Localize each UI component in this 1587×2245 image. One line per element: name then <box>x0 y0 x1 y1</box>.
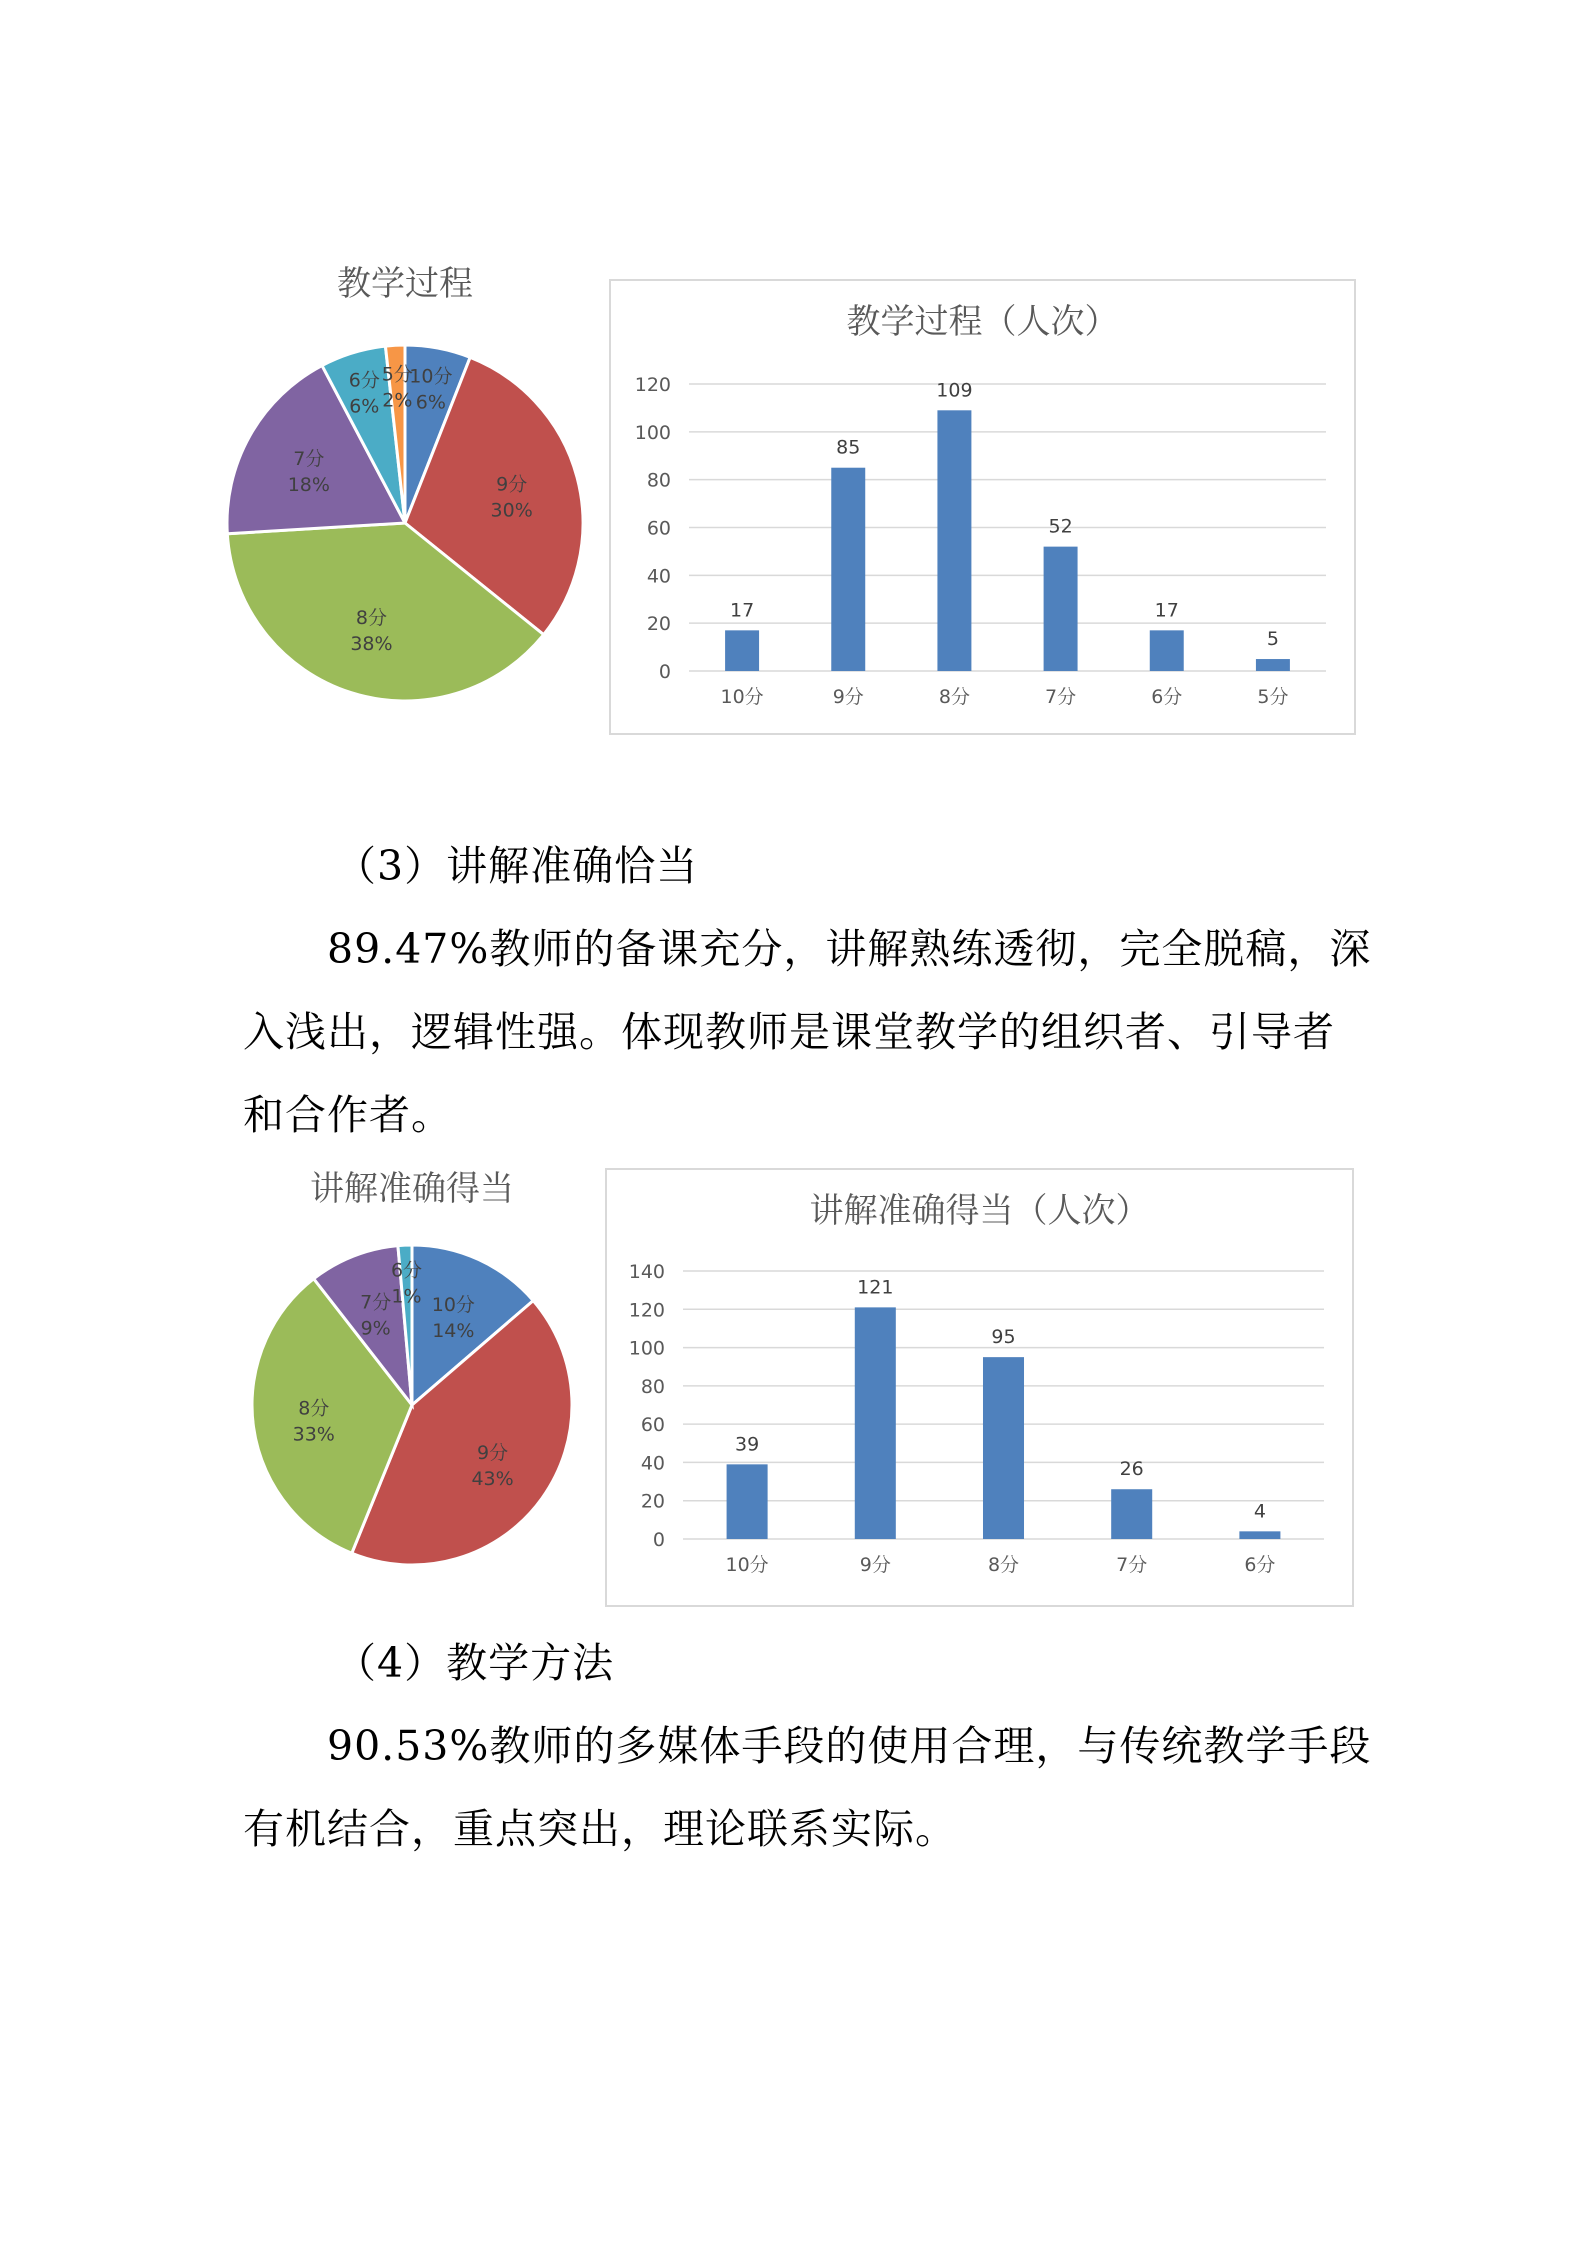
pie-label-pct: 9% <box>360 1317 391 1340</box>
bar-value-label: 17 <box>1154 599 1179 622</box>
pie-label-name: 5分 <box>381 363 413 386</box>
bar-title: 讲解准确得当（人次） <box>809 1191 1150 1231</box>
bar-title: 教学过程（人次） <box>846 302 1119 342</box>
bar-chart-explanation <box>605 1168 1354 1607</box>
x-tick-label: 8分 <box>987 1554 1020 1576</box>
section-heading-3: （3）讲解准确恰当 <box>335 842 699 890</box>
bar-value-label: 26 <box>1119 1458 1144 1481</box>
y-tick-label: 120 <box>634 374 671 396</box>
x-tick-label: 8分 <box>938 686 970 708</box>
pie-chart-explanation <box>230 1160 610 1580</box>
bar-value-label: 39 <box>735 1433 760 1456</box>
y-tick-label: 40 <box>646 565 671 588</box>
pie-label-name: 8分 <box>298 1397 330 1420</box>
bar-value-label: 109 <box>936 379 973 402</box>
bar-value-label: 5 <box>1266 628 1279 651</box>
x-tick-label: 7分 <box>1116 1554 1148 1576</box>
y-tick-label: 0 <box>658 661 671 683</box>
bar-0 <box>727 1464 768 1539</box>
bar-0 <box>725 630 759 671</box>
y-tick-label: 0 <box>652 1529 665 1551</box>
pie-label-name: 8分 <box>355 607 388 630</box>
bar-4 <box>1150 630 1184 671</box>
pie-label-pct: 43% <box>471 1467 514 1490</box>
y-tick-label: 20 <box>640 1490 665 1513</box>
bar-1 <box>831 468 865 671</box>
pie-label-pct: 18% <box>287 473 330 496</box>
pie-label-name: 6分 <box>348 369 380 392</box>
bar-4 <box>1239 1531 1280 1539</box>
paragraph-4-line-2: 有机结合，重点突出，理论联系实际。 <box>243 1805 957 1853</box>
y-tick-label: 60 <box>646 517 671 540</box>
pie-chart-2-svg <box>230 1160 610 1580</box>
x-tick-label: 10分 <box>725 1554 769 1576</box>
y-tick-label: 80 <box>640 1375 665 1398</box>
pie-label-name: 7分 <box>293 447 325 470</box>
y-tick-label: 100 <box>628 1337 665 1360</box>
paragraph-3-line-1: 89.47%教师的备课充分，讲解熟练透彻，完全脱稿，深 <box>327 925 1372 973</box>
pie-label-name: 9分 <box>496 473 528 496</box>
bar-chart-1-svg <box>611 281 1354 733</box>
bar-3 <box>1111 1489 1152 1539</box>
pie-label-pct: 6% <box>415 391 446 414</box>
pie-label-pct: 14% <box>432 1319 475 1342</box>
x-tick-label: 7分 <box>1045 686 1077 708</box>
x-tick-label: 6分 <box>1244 1554 1276 1576</box>
x-tick-label: 9分 <box>859 1554 891 1576</box>
pie-label-pct: 33% <box>292 1423 335 1446</box>
pie-label-pct: 30% <box>490 499 533 522</box>
y-tick-label: 140 <box>628 1261 665 1283</box>
x-tick-label: 5分 <box>1257 686 1289 708</box>
pie-label-name: 6分 <box>390 1259 423 1282</box>
y-tick-label: 40 <box>640 1452 665 1475</box>
pie-label-name: 9分 <box>477 1441 509 1464</box>
y-tick-label: 120 <box>628 1299 665 1322</box>
bar-chart-teaching-process <box>609 279 1356 735</box>
pie-label-name: 10分 <box>409 365 453 388</box>
section-heading-4: （4）教学方法 <box>335 1639 615 1687</box>
y-tick-label: 80 <box>646 469 671 492</box>
bar-1 <box>855 1307 896 1539</box>
bar-5 <box>1256 659 1290 671</box>
pie-title: 教学过程 <box>337 264 473 304</box>
y-tick-label: 60 <box>640 1414 665 1437</box>
pie-label-pct: 6% <box>349 395 380 418</box>
bar-3 <box>1044 547 1078 671</box>
x-tick-label: 10分 <box>720 686 764 708</box>
pie-label-pct: 38% <box>350 633 393 656</box>
pie-chart-teaching-process <box>200 250 600 720</box>
bar-value-label: 95 <box>991 1326 1016 1349</box>
bar-2 <box>937 410 971 671</box>
pie-chart-1-svg <box>200 250 600 720</box>
bar-value-label: 85 <box>836 436 861 459</box>
paragraph-3-line-2: 入浅出，逻辑性强。体现教师是课堂教学的组织者、引导者 <box>243 1008 1335 1056</box>
bar-value-label: 4 <box>1253 1500 1266 1523</box>
x-tick-label: 6分 <box>1151 686 1183 708</box>
bar-2 <box>983 1357 1024 1539</box>
pie-title: 讲解准确得当 <box>310 1169 514 1209</box>
pie-label-name: 10分 <box>431 1293 475 1316</box>
paragraph-3-line-3: 和合作者。 <box>243 1091 453 1139</box>
bar-value-label: 52 <box>1048 515 1073 538</box>
bar-value-label: 121 <box>857 1276 894 1299</box>
y-tick-label: 20 <box>646 613 671 636</box>
x-tick-label: 9分 <box>832 686 864 708</box>
pie-label-pct: 2% <box>382 389 413 412</box>
paragraph-4-line-1: 90.53%教师的多媒体手段的使用合理，与传统教学手段 <box>327 1722 1372 1770</box>
pie-label-pct: 1% <box>391 1285 422 1308</box>
bar-chart-2-svg <box>607 1170 1352 1605</box>
pie-label-name: 7分 <box>360 1291 392 1314</box>
y-tick-label: 100 <box>634 421 671 444</box>
bar-value-label: 17 <box>729 599 755 622</box>
